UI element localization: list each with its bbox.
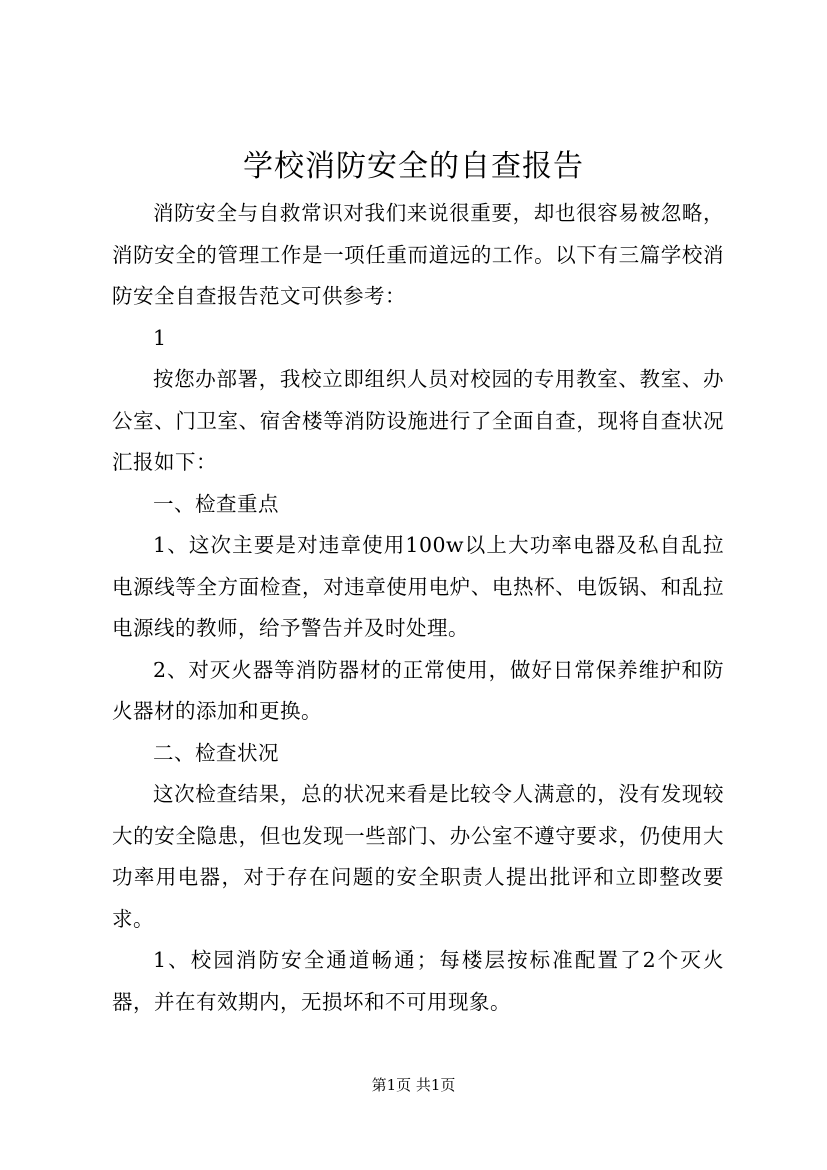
page-title: 学校消防安全的自查报告: [243, 149, 584, 184]
section-heading-1: 一、检查重点: [153, 491, 279, 516]
paragraph-overview: 按您办部署，我校立即组织人员对校园的专用教室、教室、办公室、门卫室、宿舍楼等消防设施进行了全面自查，现将自查状况汇报如下：: [112, 367, 724, 474]
paragraph-item-2: 2、对灭火器等消防器材的正常使用，做好日常保养维护和防火器材的添加和更换。: [112, 657, 724, 723]
paragraph-intro: 消防安全与自救常识对我们来说很重要，却也很容易被忽略，消防安全的管理工作是一项任重而道远的工作。以下有三篇学校消防安全自查报告范文可供参考：: [112, 201, 724, 308]
paragraph-item-1: 1、这次主要是对违章使用100w以上大功率电器及私自乱拉电源线等全方面检查，对违章使用电炉、电热杯、电饭锅、和乱拉电源线的教师，给予警告并及时处理。: [112, 533, 724, 640]
paragraph-results: 这次检查结果，总的状况来看是比较令人满意的，没有发现较大的安全隐患，但也发现一些部门、办公室不遵守要求，仍使用大功率用电器，对于存在问题的安全职责人提出批评和立即整改要求。: [112, 782, 724, 931]
document-body: [112, 193, 724, 1023]
paragraph-number: 1: [153, 325, 167, 350]
paragraph-result-item-1: 1、校园消防安全通道畅通；每楼层按标准配置了2个灭火器，并在有效期内，无损坏和不可用现象。: [112, 948, 724, 1014]
section-heading-2: 二、检查状况: [153, 740, 279, 765]
page-footer: 第1页 共1页: [371, 1076, 456, 1094]
